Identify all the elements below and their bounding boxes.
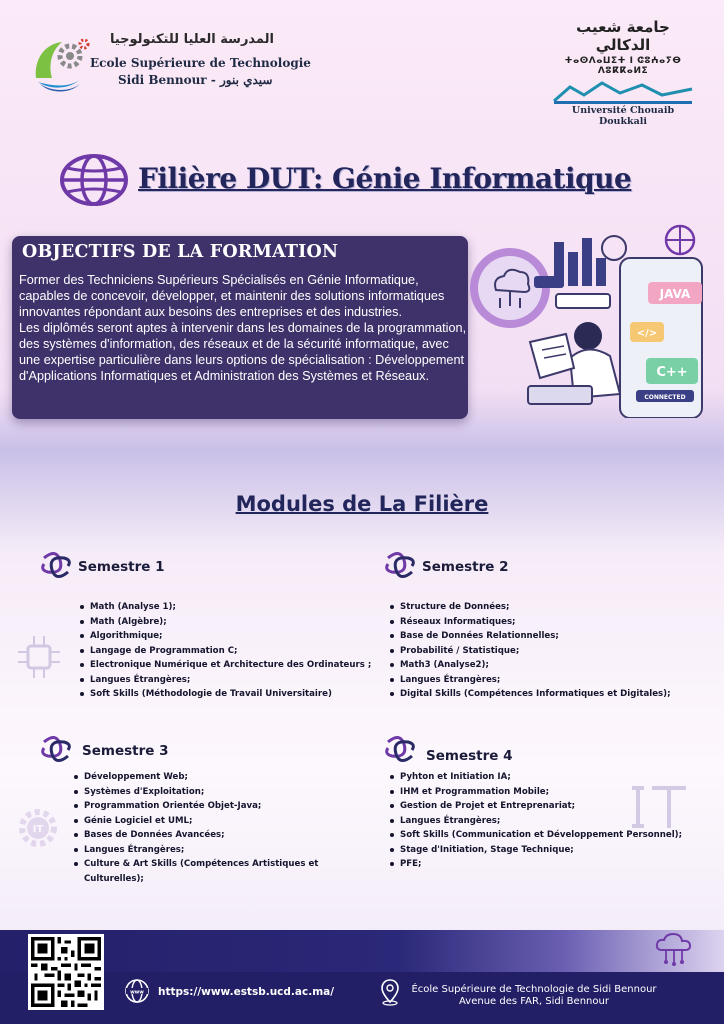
semester-1: [38, 550, 378, 702]
www-globe-icon: [124, 978, 150, 1004]
qr-code-icon: [31, 937, 101, 1007]
module-item: Soft Skills (Communication et Développement Personnel);: [388, 828, 712, 843]
semester-title: Semestre 4: [426, 748, 513, 764]
objectives-heading: OBJECTIFS DE LA FORMATION: [22, 242, 339, 262]
footer-address: [400, 984, 668, 1008]
qr-code[interactable]: [28, 934, 104, 1010]
address-line-2: Avenue des FAR, Sidi Bennour: [459, 996, 609, 1007]
module-item: Stage d'Initiation, Stage Technique;: [388, 843, 712, 858]
module-item: Langues Étrangères;: [72, 843, 352, 858]
semester-knot-icon: [382, 550, 418, 580]
est-city: Sidi Bennour - سيدي بنور: [118, 73, 273, 87]
module-item: Culture & Art Skills (Compétences Artistiques et Culturelles);: [72, 857, 352, 886]
cpp-label: C++: [656, 365, 688, 380]
module-item: Probabilité / Statistique;: [388, 644, 712, 659]
semester-2: [382, 550, 712, 702]
semester-title: Semestre 3: [82, 743, 169, 759]
semester-title: Semestre 2: [422, 559, 509, 575]
est-city-french: Sidi Bennour: [118, 73, 207, 87]
ucd-emblem-icon: [550, 79, 696, 105]
semester-title: Semestre 1: [78, 559, 165, 575]
module-item: Math (Analyse 1);: [78, 600, 378, 615]
semester-4-modules: [388, 770, 712, 872]
ucd-name-tifinagh: ⵜⴰⵙⴷⴰⵡⵉⵜ ⵏ ⵛⵓⵄⴰⵢⴱ ⴷⵓⴽⴽⴰⵍⵉ: [564, 56, 682, 76]
it-gear-label: IT: [32, 824, 44, 835]
semester-3-modules: [72, 770, 352, 886]
module-item: Langues Étrangères;: [388, 814, 712, 829]
semester-knot-icon: [38, 550, 74, 580]
page-title: Filière DUT: Génie Informatique: [138, 162, 632, 195]
semester-header: [38, 550, 378, 582]
module-item: Programmation Orientée Objet-Java;: [72, 799, 352, 814]
module-item: Pyhton et Initiation IA;: [388, 770, 712, 785]
cloud-network-icon: [654, 932, 694, 966]
est-city-arabic: سيدي بنور: [219, 73, 273, 87]
module-item: Algorithmique;: [78, 629, 378, 644]
address-line-1: École Supérieure de Technologie de Sidi Bennour: [411, 984, 657, 995]
module-item: Langues Étrangères;: [78, 673, 378, 688]
semester-header: [38, 734, 368, 766]
est-name-french: Ecole Supérieure de Technologie: [90, 56, 311, 70]
est-name-arabic: المدرسة العليا للتكنولوجيا: [109, 32, 274, 47]
module-item: Digital Skills (Compétences Informatiques et Digitales);: [388, 687, 712, 702]
globe-icon: [60, 152, 128, 208]
ucd-logo: [548, 18, 698, 127]
module-item: Gestion de Projet et Entreprenariat;: [388, 799, 712, 814]
semester-knot-icon: [38, 734, 74, 764]
module-item: Langage de Programmation C;: [78, 644, 378, 659]
semester-header: [382, 734, 712, 766]
semester-2-modules: [388, 600, 712, 702]
semester-1-modules: [78, 600, 378, 702]
module-item: Réseaux Informatiques;: [388, 615, 712, 630]
module-item: Langues Étrangères;: [388, 673, 712, 688]
module-item: Structure de Données;: [388, 600, 712, 615]
ucd-name-arabic: جامعة شعيب الدكالي: [576, 18, 670, 54]
title-row: [60, 150, 680, 210]
semester-knot-icon: [382, 734, 418, 764]
objectives-text: [19, 272, 467, 384]
module-item: Math3 (Analyse2);: [388, 658, 712, 673]
connected-label: CONNECTED: [644, 394, 686, 401]
programmer-illustration: [470, 218, 710, 418]
module-item: Math (Algèbre);: [78, 615, 378, 630]
module-item: Electronique Numérique et Architecture des Ordinateurs ;: [78, 658, 378, 673]
ucd-name-french: Université Chouaib Doukkali: [571, 105, 675, 127]
module-item: Soft Skills (Méthodologie de Travail Universitaire): [78, 687, 378, 702]
module-item: PFE;: [388, 857, 712, 872]
est-logo: [30, 30, 311, 100]
code-label: </>: [636, 328, 658, 339]
objectives-panel: [12, 236, 468, 419]
module-item: IHM et Programmation Mobile;: [388, 785, 712, 800]
svg-text:www: www: [130, 989, 144, 996]
semester-4: [382, 734, 712, 872]
module-item: Systèmes d'Exploitation;: [72, 785, 352, 800]
location-pin-icon: [380, 978, 400, 1006]
objectives-paragraph-2: Les diplômés seront aptes à intervenir dans les domaines de la programmation, des systèmes d'information, des réseaux et de la sécurité informatique, avec une expertise particulière dans leurs options de spécialisation : Développement d'Applications Informatiques et Administration des Systèmes et Réseaux.: [19, 321, 467, 383]
modules-title: Modules de La Filière: [235, 492, 489, 516]
java-label: JAVA: [659, 287, 691, 301]
semester-3: [38, 734, 368, 886]
objectives-paragraph-1: Former des Techniciens Supérieurs Spécialisés en Génie Informatique, capables de concevoir, développer, et maintenir des solutions informatiques innovantes répondant aux besoins des entreprises et des industries.: [19, 273, 445, 319]
est-emblem-icon: [30, 34, 90, 94]
module-item: Base de Données Relationnelles;: [388, 629, 712, 644]
module-item: Développement Web;: [72, 770, 352, 785]
module-item: Bases de Données Avancées;: [72, 828, 352, 843]
semester-header: [382, 550, 712, 582]
website-link[interactable]: https://www.estsb.ucd.ac.ma/: [158, 986, 335, 998]
module-item: Génie Logiciel et UML;: [72, 814, 352, 829]
